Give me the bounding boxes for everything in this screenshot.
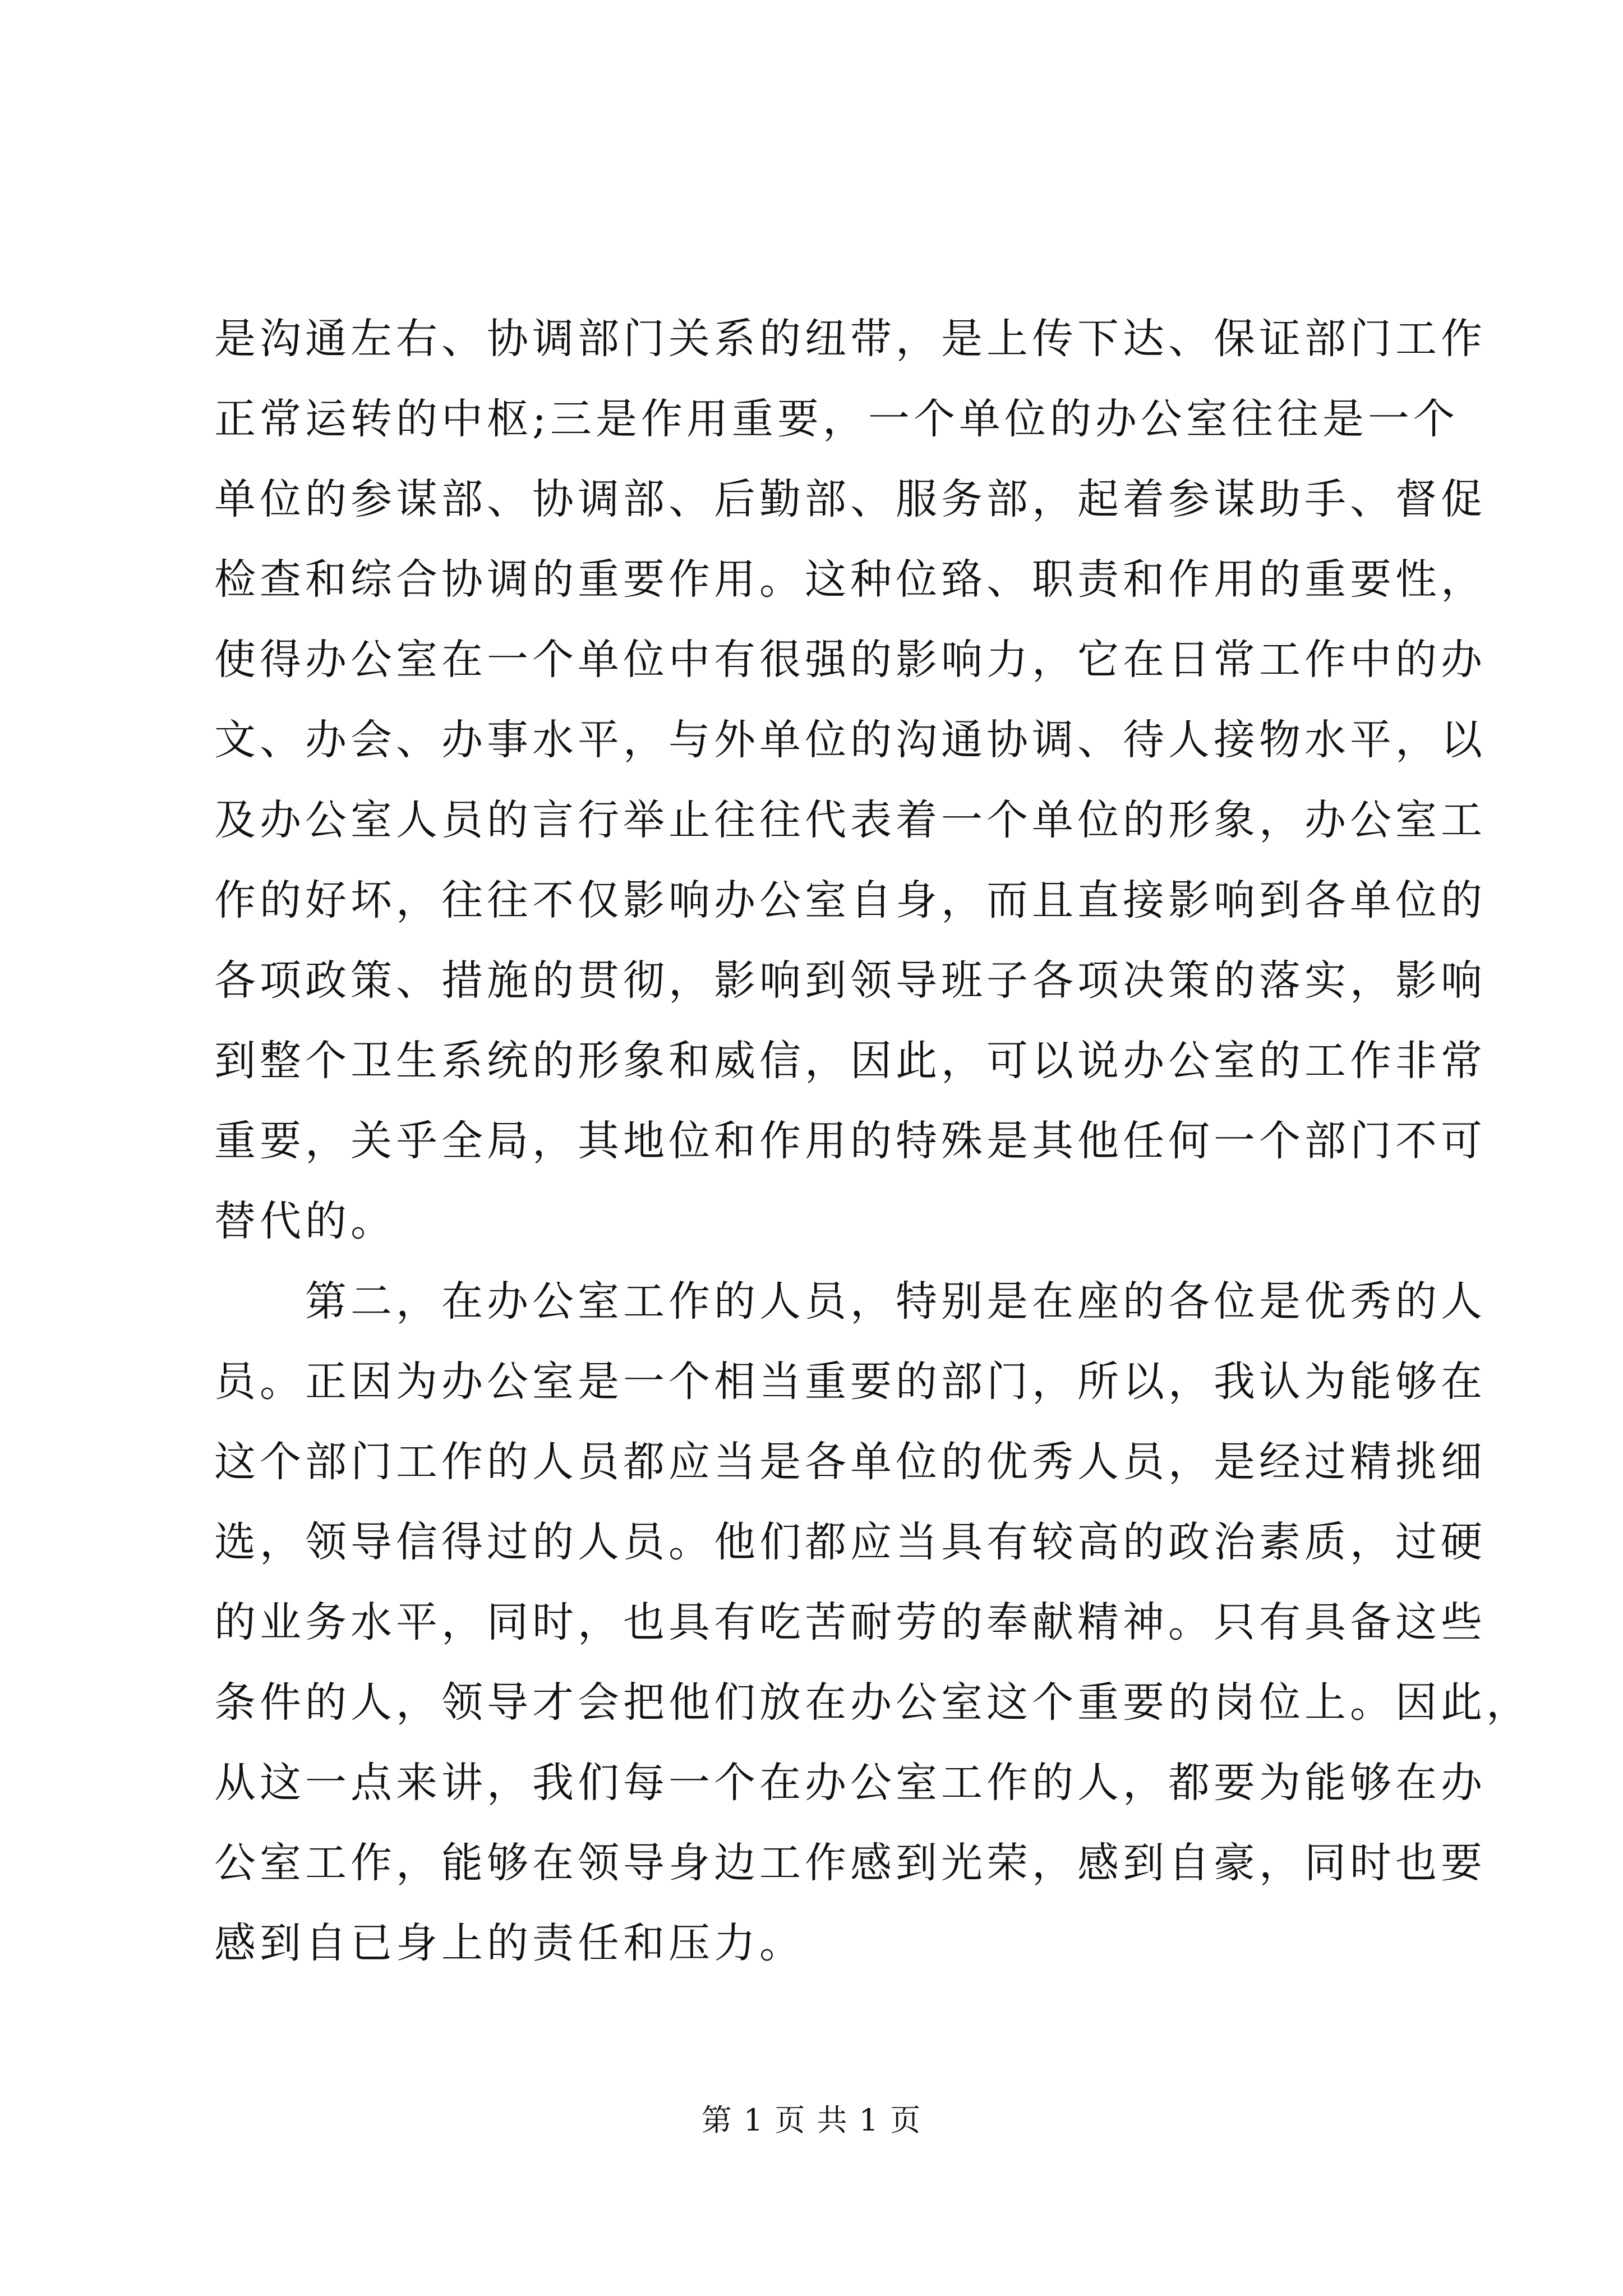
text-line: 感到自已身上的责任和压力。 xyxy=(214,1919,805,1967)
text-line: 这个部门工作的人员都应当是各单位的优秀人员，是经过精挑细 xyxy=(214,1438,1486,1486)
text-line: 及办公室人员的言行举止往往代表着一个单位的形象，办公室工 xyxy=(214,796,1486,844)
text-line: 作的好坏，往往不仅影响办公室自身，而且直接影响到各单位的 xyxy=(214,876,1486,924)
text-line: 使得办公室在一个单位中有很强的影响力，它在日常工作中的办 xyxy=(214,636,1486,684)
page-number-footer: 第 1 页 共 1 页 xyxy=(701,2102,922,2138)
text-line: 的业务水平，同时，也具有吃苦耐劳的奉献精神。只有具备这些 xyxy=(214,1598,1486,1646)
text-line: 替代的。 xyxy=(214,1197,396,1245)
text-line: 正常运转的中枢;三是作用重要，一个单位的办公室往往是一个 xyxy=(214,395,1459,443)
text-line: 从这一点来讲，我们每一个在办公室工作的人，都要为能够在办 xyxy=(214,1759,1486,1807)
text-line: 条件的人，领导才会把他们放在办公室这个重要的岗位上。因此， xyxy=(214,1678,1532,1727)
text-line: 单位的参谋部、协调部、后勤部、服务部，起着参谋助手、督促 xyxy=(214,475,1486,523)
text-line: 员。正因为办公室是一个相当重要的部门，所以，我认为能够在 xyxy=(214,1358,1486,1406)
text-line: 各项政策、措施的贯彻，影响到领导班子各项决策的落实，影响 xyxy=(214,956,1486,1005)
text-line: 文、办会、办事水平，与外单位的沟通协调、待人接物水平，以 xyxy=(214,716,1486,764)
text-line: 公室工作，能够在领导身边工作感到光荣，感到自豪，同时也要 xyxy=(214,1839,1486,1887)
text-line: 选，领导信得过的人员。他们都应当具有较高的政治素质，过硬 xyxy=(214,1518,1486,1566)
text-line: 检查和综合协调的重要作用。这种位臵、职责和作用的重要性， xyxy=(214,555,1486,604)
text-line: 到整个卫生系统的形象和威信，因此，可以说办公室的工作非常 xyxy=(214,1037,1486,1085)
text-line: 重要，关乎全局，其地位和作用的特殊是其他任何一个部门不可 xyxy=(214,1117,1486,1165)
text-line: 是沟通左右、协调部门关系的纽带，是上传下达、保证部门工作 xyxy=(214,315,1486,363)
body-text xyxy=(214,299,1532,1984)
paragraph-start-line: 第二，在办公室工作的人员，特别是在座的各位是优秀的人 xyxy=(214,1277,1486,1326)
